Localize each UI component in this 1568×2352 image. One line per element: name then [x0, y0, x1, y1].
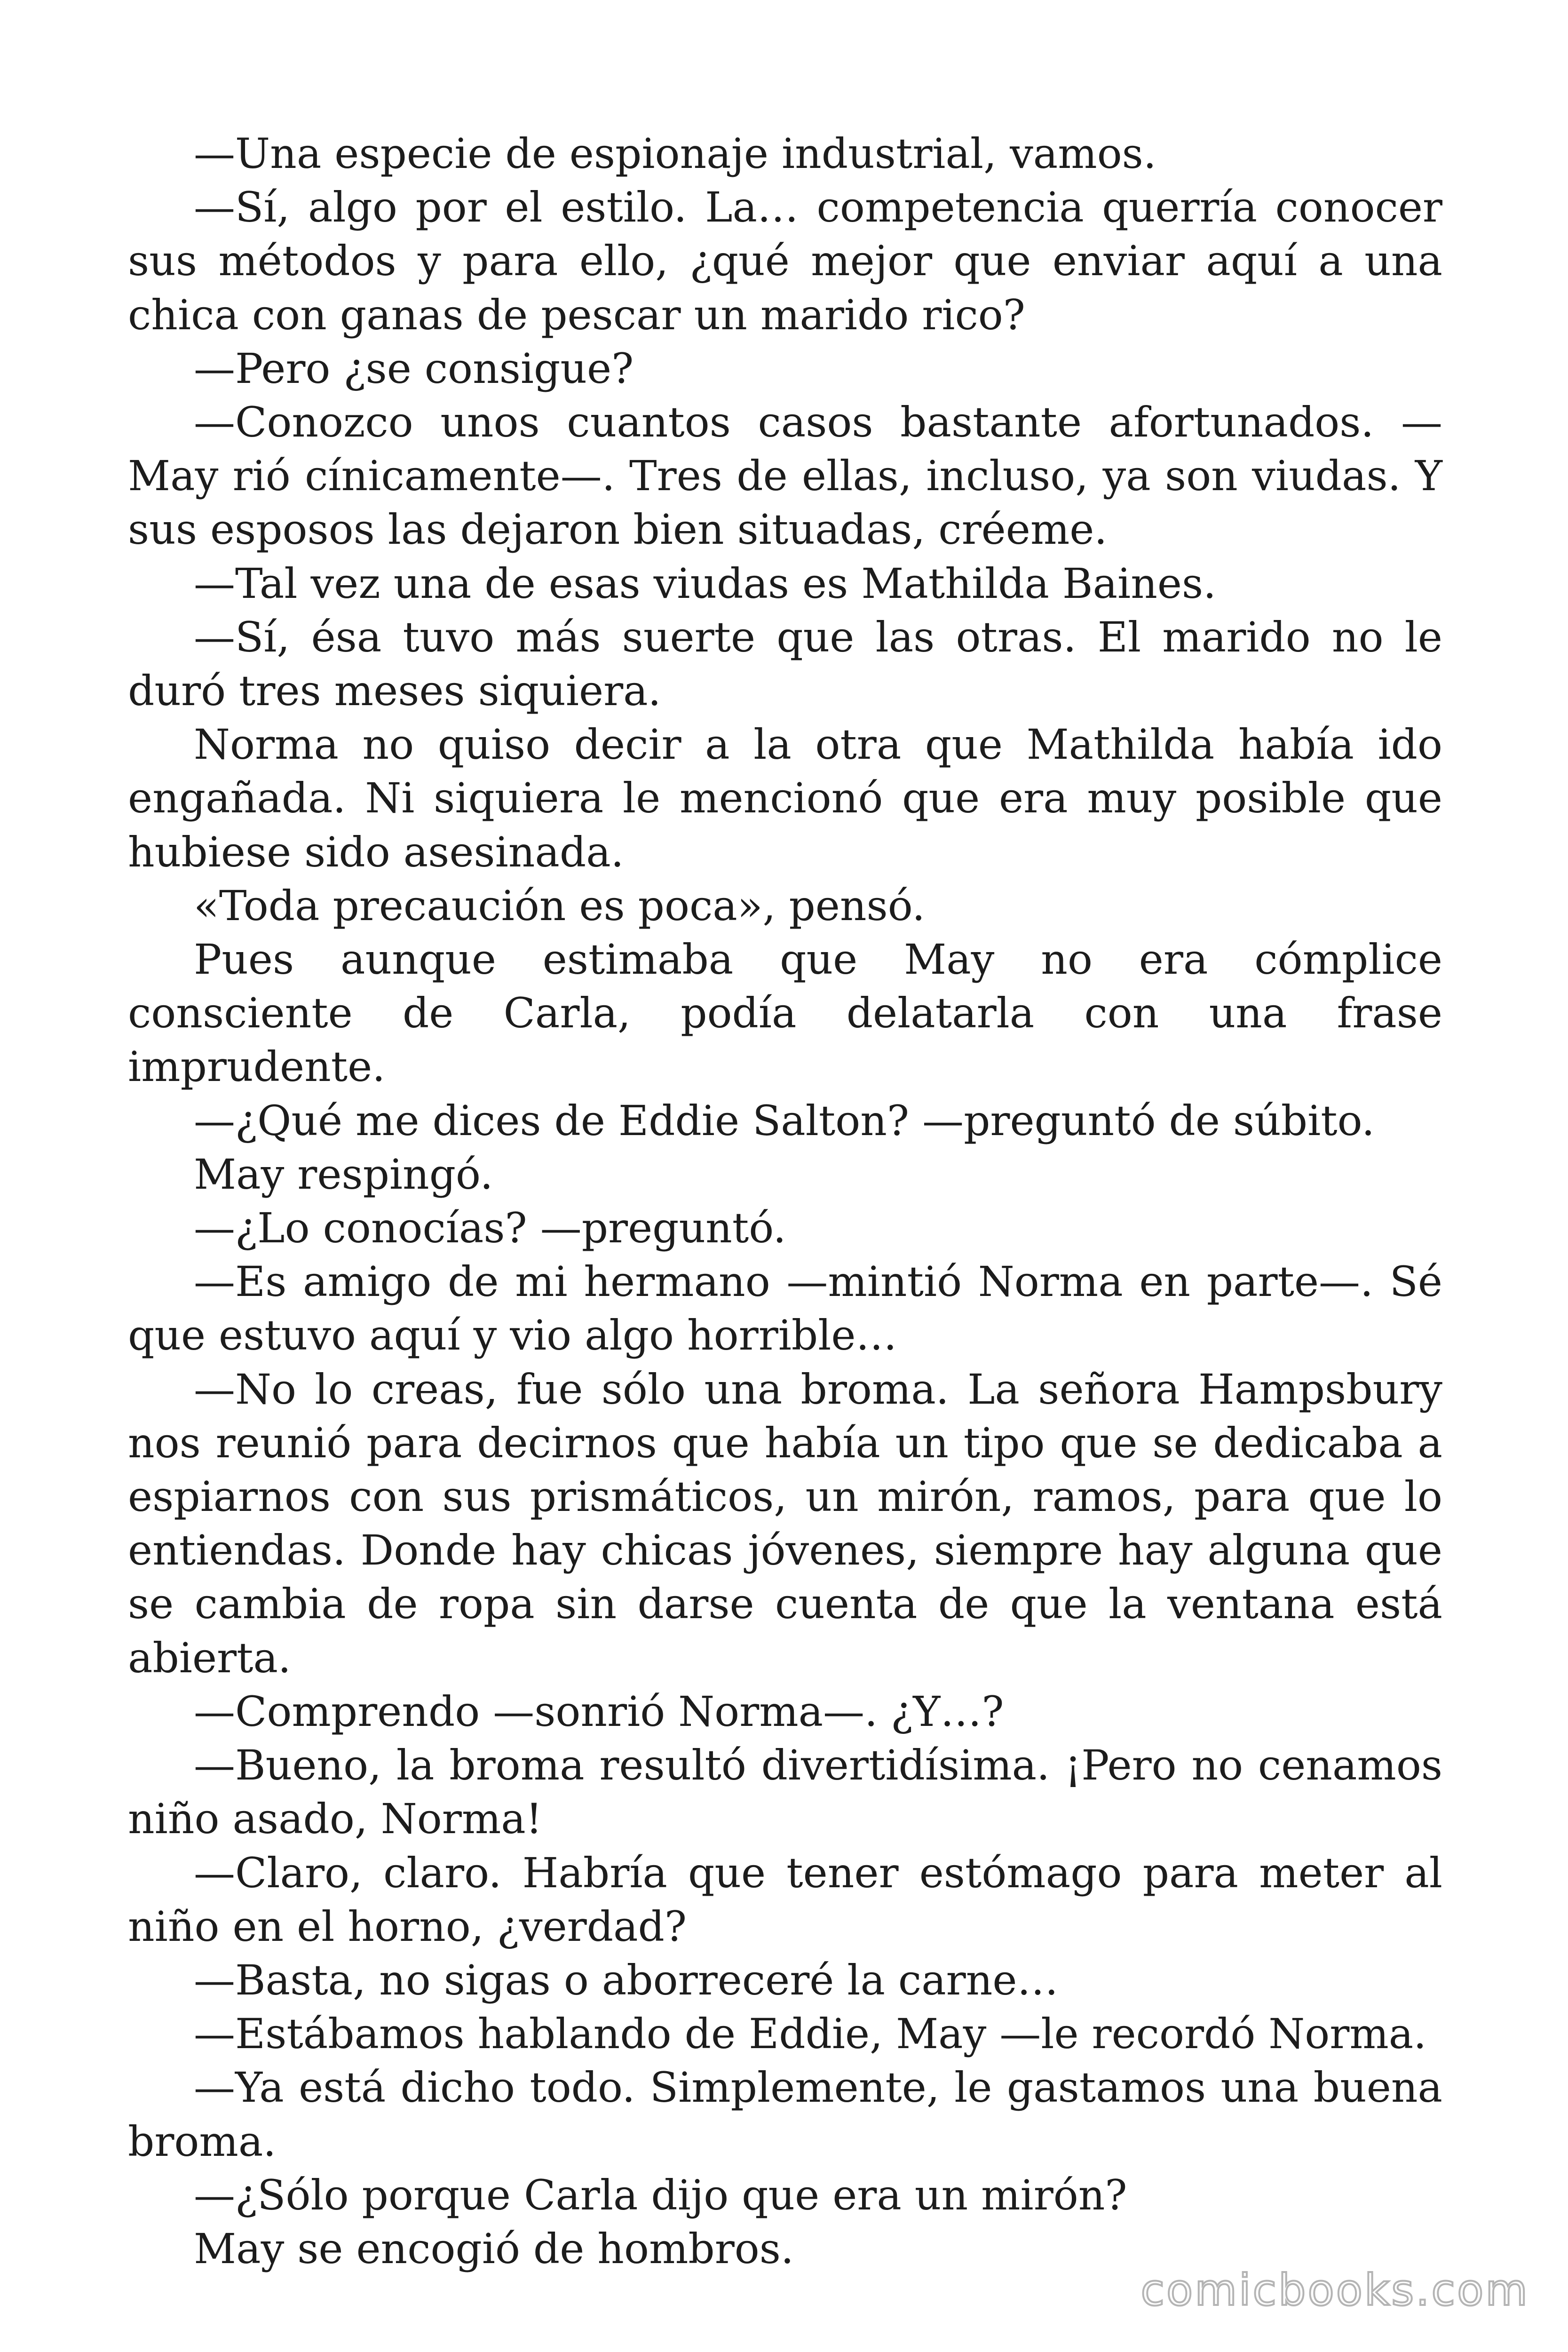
paragraph: —Ya está dicho todo. Simplemente, le gastamos una buena broma. [128, 2063, 1442, 2166]
paragraph: —Sí, algo por el estilo. La… competencia querría conocer sus métodos y para ello, ¿qué mejor que enviar aquí a una chica con ganas de pescar un marido rico? [128, 183, 1442, 339]
paragraph: —Tal vez una de esas viudas es Mathilda Baines. [194, 559, 1217, 608]
paragraph: May se encogió de hombros. [194, 2224, 794, 2273]
paragraph: —¿Lo conocías? —preguntó. [194, 1204, 786, 1253]
watermark: comicbooks.com [1140, 2265, 1529, 2315]
paragraph: —Comprendo —sonrió Norma—. ¿Y…? [194, 1687, 1004, 1736]
paragraph: —¿Qué me dices de Eddie Salton? —preguntó de súbito. [194, 1096, 1375, 1145]
paragraph: —Estábamos hablando de Eddie, May —le recordó Norma. [194, 2010, 1427, 2058]
paragraph: —Sí, ésa tuvo más suerte que las otras. El marido no le duró tres meses siquiera. [128, 612, 1442, 715]
paragraph: —No lo creas, fue sólo una broma. La señora Hampsbury nos reunió para decirnos que había un tipo que se dedicaba a espiarnos con sus prismáticos, un mirón, ramos, para que lo entiendas. Donde hay chicas jóvenes, siempre hay alguna que se cambia de ropa sin darse cuenta de que la ventana está abierta. [128, 1365, 1442, 1682]
paragraph: —Bueno, la broma resultó divertidísima. ¡Pero no cenamos niño asado, Norma! [128, 1741, 1442, 1843]
page-text [128, 127, 1442, 2276]
paragraph: —Una especie de espionaje industrial, vamos. [194, 129, 1156, 178]
paragraph: —Claro, claro. Habría que tener estómago para meter al niño en el horno, ¿verdad? [128, 1848, 1442, 1951]
paragraph: Norma no quiso decir a la otra que Mathilda había ido engañada. Ni siquiera le mencionó que era muy posible que hubiese sido asesinada. [128, 720, 1442, 876]
paragraph: May respingó. [194, 1150, 493, 1199]
paragraph: —Basta, no sigas o aborreceré la carne… [194, 1955, 1059, 2004]
paragraph: —Es amigo de mi hermano —mintió Norma en parte—. Sé que estuvo aquí y vio algo horrible… [128, 1257, 1442, 1360]
paragraph: —Conozco unos cuantos casos bastante afortunados. —May rió cínicamente—. Tres de ellas, incluso, ya son viudas. Y sus esposos las dejaron bien situadas, créeme. [128, 398, 1442, 554]
paragraph: Pues aunque estimaba que May no era cómplice consciente de Carla, podía delatarla con una frase imprudente. [128, 935, 1442, 1091]
paragraph: —Pero ¿se consigue? [194, 344, 634, 393]
paragraph: «Toda precaución es poca», pensó. [194, 881, 926, 930]
paragraph: —¿Sólo porque Carla dijo que era un mirón? [194, 2170, 1127, 2219]
